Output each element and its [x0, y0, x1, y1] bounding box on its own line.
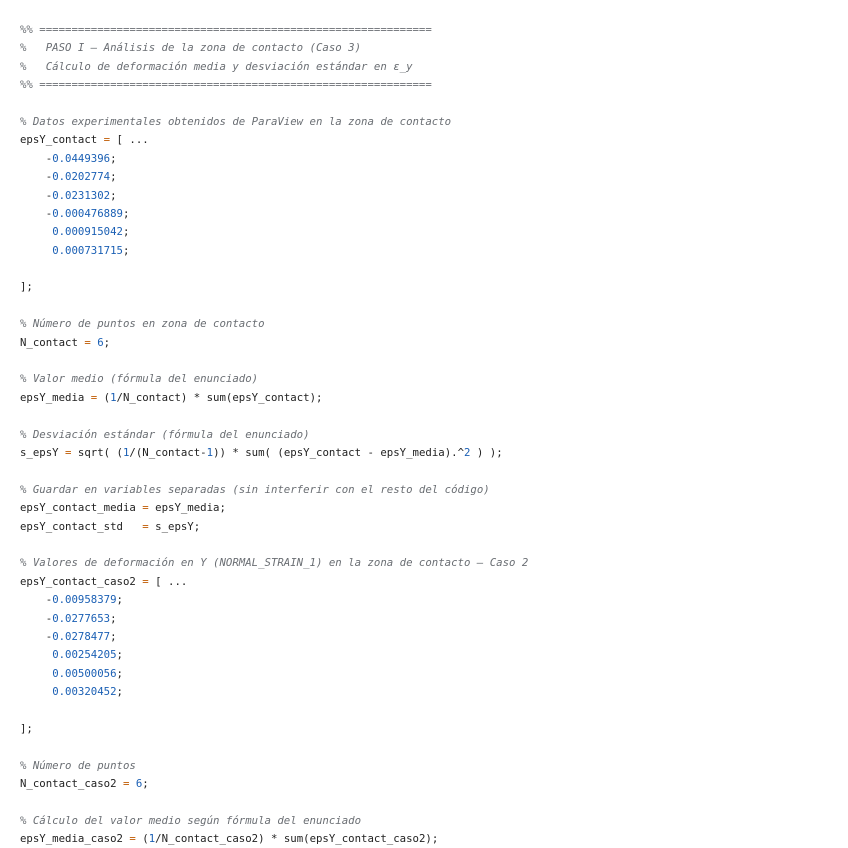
code-token: % Valor medio (fórmula del enunciado) — [20, 372, 259, 386]
code-line — [20, 481, 528, 499]
code-token: - — [20, 629, 53, 643]
code-token: epsY_media; — [148, 501, 226, 515]
code-token: = — [84, 335, 91, 349]
code-line — [20, 775, 528, 793]
code-line — [20, 76, 528, 94]
code-token: % Cálculo de deformación media y desviación estándar en ε_y — [20, 59, 413, 73]
code-line — [20, 315, 528, 333]
code-token: ; — [110, 629, 117, 643]
code-token — [20, 667, 52, 680]
code-token: )) * sum( (epsY_contact - epsY_media).^ — [213, 445, 465, 459]
code-line — [20, 720, 528, 738]
code-token: 0.00254205 — [52, 648, 117, 662]
code-line — [20, 260, 528, 278]
code-token: epsY_media_caso2 — [20, 832, 130, 846]
code-line — [20, 187, 528, 205]
code-token: % Datos experimentales obtenidos de ParaView en la zona de contacto — [20, 114, 452, 128]
code-line — [20, 830, 528, 848]
code-token: 6 — [97, 335, 104, 349]
code-line — [20, 683, 528, 701]
code-token: ( — [97, 390, 111, 404]
code-token: 1 — [206, 445, 214, 459]
code-token: epsY_contact — [20, 133, 104, 147]
code-token: s_epsY; — [148, 519, 201, 533]
code-line — [20, 223, 528, 241]
code-line — [20, 131, 528, 149]
code-line — [20, 462, 528, 480]
code-token: s_epsY — [20, 445, 66, 459]
code-token — [20, 648, 52, 661]
code-token — [20, 685, 52, 698]
code-token: % Número de puntos — [20, 758, 136, 772]
code-token — [20, 244, 52, 257]
code-token: 0.0278477 — [52, 629, 111, 643]
code-line — [20, 113, 528, 131]
code-token: - — [20, 593, 53, 607]
code-token: = — [142, 519, 149, 533]
code-token: epsY_contact_std — [20, 519, 143, 533]
code-line — [20, 610, 528, 628]
code-token: 2 — [464, 445, 471, 459]
code-line — [20, 444, 528, 462]
code-token: 0.00500056 — [52, 666, 117, 680]
code-token: ; — [116, 648, 123, 662]
code-line — [20, 426, 528, 444]
code-line — [20, 499, 528, 517]
code-token: 0.0277653 — [52, 611, 111, 625]
code-token: 6 — [135, 777, 143, 791]
code-token: epsY_media — [20, 390, 91, 404]
code-token: ; — [122, 243, 130, 257]
code-line — [20, 628, 528, 646]
code-line — [20, 95, 528, 113]
code-token: = — [103, 133, 111, 147]
code-line — [20, 297, 528, 315]
code-line — [20, 536, 528, 554]
code-token: = — [65, 445, 72, 459]
code-line — [20, 58, 528, 76]
code-line — [20, 205, 528, 223]
code-line — [20, 334, 528, 352]
code-token: ) ); — [470, 445, 503, 459]
code-token: % Cálculo del valor medio según fórmula del enunciado — [20, 813, 362, 827]
code-token: 1 — [122, 445, 130, 459]
code-token: ; — [122, 225, 130, 239]
code-line — [20, 39, 528, 57]
code-token: - — [20, 611, 53, 625]
code-line — [20, 407, 528, 425]
code-token: - — [20, 170, 53, 184]
code-token: 0.0449396 — [52, 151, 111, 165]
code-line — [20, 812, 528, 830]
code-token: epsY_contact_media — [20, 501, 143, 515]
code-line — [20, 518, 528, 536]
code-token: 0.00958379 — [52, 593, 117, 607]
code-token: ]; — [20, 280, 33, 294]
code-token: ; — [142, 777, 149, 791]
code-token: = — [142, 501, 149, 515]
code-line — [20, 352, 528, 370]
code-token: 1 — [148, 832, 156, 846]
code-token: = — [129, 832, 136, 846]
code-token: ; — [116, 593, 123, 607]
code-token: N_contact — [20, 335, 85, 349]
code-token: 0.0231302 — [52, 188, 111, 202]
code-line — [20, 554, 528, 572]
code-token: ; — [110, 188, 117, 202]
code-token: 0.00320452 — [52, 685, 117, 699]
code-token: ; — [110, 611, 117, 625]
code-token: % Guardar en variables separadas (sin interferir con el resto del código) — [20, 482, 490, 496]
code-token: = — [122, 777, 130, 791]
code-line — [20, 150, 528, 168]
code-line — [20, 242, 528, 260]
code-token: ; — [110, 170, 117, 184]
code-token: [ ... — [110, 133, 149, 147]
code-token: epsY_contact_caso2 — [20, 574, 143, 588]
code-token: 0.0202774 — [52, 170, 111, 184]
code-token: /N_contact) * sum(epsY_contact); — [116, 390, 323, 404]
code-line — [20, 278, 528, 296]
code-token: ; — [116, 685, 123, 699]
code-line — [20, 738, 528, 756]
code-token: - — [20, 151, 53, 165]
code-token: ; — [116, 666, 123, 680]
code-line — [20, 573, 528, 591]
code-token: 1 — [110, 390, 117, 404]
code-token: %% ============================================================= — [20, 78, 432, 92]
code-token: 0.000731715 — [52, 243, 123, 257]
code-token: sqrt( ( — [71, 445, 123, 459]
code-line — [20, 793, 528, 811]
code-token: - — [20, 188, 53, 202]
code-text-area[interactable] — [20, 21, 528, 848]
code-token: 0.000915042 — [52, 225, 123, 239]
code-token: = — [142, 574, 149, 588]
code-line — [20, 370, 528, 388]
code-token: ; — [103, 335, 111, 349]
code-line — [20, 389, 528, 407]
code-line — [20, 168, 528, 186]
code-line — [20, 701, 528, 719]
code-token — [20, 225, 52, 238]
code-token: % PASO I — Análisis de la zona de contacto (Caso 3) — [20, 41, 362, 55]
code-token: /N_contact_caso2) * sum(epsY_contact_caso2); — [155, 832, 439, 846]
code-token: 0.000476889 — [52, 206, 123, 220]
code-token: ; — [122, 206, 130, 220]
code-token: /(N_contact- — [129, 445, 207, 459]
code-line — [20, 757, 528, 775]
code-token: ]; — [20, 721, 33, 735]
code-token: = — [90, 390, 98, 404]
code-line — [20, 591, 528, 609]
code-token: %% ============================================================= — [20, 23, 432, 36]
code-token: N_contact_caso2 — [20, 777, 123, 791]
code-token: % Desviación estándar (fórmula del enunciado) — [20, 427, 310, 441]
code-token: ( — [135, 832, 149, 846]
code-line — [20, 646, 528, 664]
code-token: % Valores de deformación en Y (NORMAL_STRAIN_1) en la zona de contacto — Caso 2 — [20, 556, 529, 570]
code-token: [ ... — [148, 574, 188, 588]
code-token: - — [20, 206, 53, 220]
code-token: ; — [110, 151, 117, 165]
code-line — [20, 665, 528, 683]
code-line — [20, 21, 528, 39]
code-token: % Número de puntos en zona de contacto — [20, 317, 265, 331]
